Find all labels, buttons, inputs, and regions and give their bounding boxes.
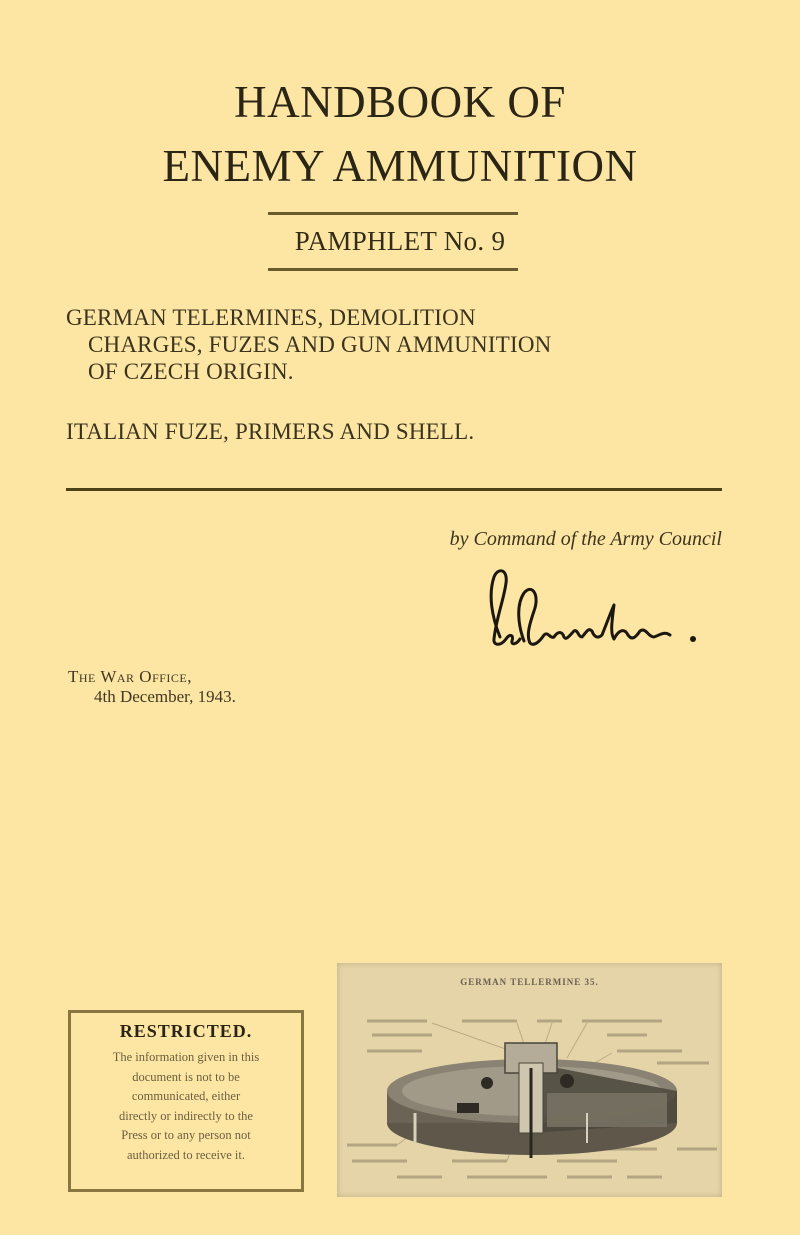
german-subject-line-3: OF CZECH ORIGIN. — [88, 359, 294, 384]
restricted-line: communicated, either — [131, 1089, 241, 1103]
restricted-line: document is not to be — [132, 1069, 240, 1084]
restricted-line: The information given in this — [112, 1050, 260, 1064]
section-rule — [66, 488, 722, 491]
authority-line: by Command of the Army Council — [449, 528, 722, 550]
signature-icon — [478, 565, 708, 660]
restricted-line: authorized to receive it. — [127, 1147, 245, 1162]
issue-date: 4th December, 1943. — [94, 687, 236, 706]
tellermine-illustration — [337, 963, 722, 1197]
restricted-notice — [68, 1010, 304, 1192]
pamphlet-top-rule — [268, 212, 518, 215]
mine-diagram-icon — [337, 963, 722, 1197]
german-subject-line-2: CHARGES, FUZES AND GUN AMMUNITION — [88, 332, 552, 357]
pamphlet-bottom-rule — [268, 268, 518, 271]
german-subject — [66, 304, 746, 385]
restricted-line: directly or indirectly to the — [119, 1108, 253, 1123]
illustration-caption: GERMAN TELLERMINE 35. — [460, 977, 599, 987]
issuer-block — [68, 667, 236, 707]
pamphlet-number: PAMPHLET No. 9 — [294, 226, 506, 256]
german-subject-line-1: GERMAN TELERMINES, DEMOLITION — [66, 305, 476, 330]
restricted-heading: RESTRICTED. — [119, 1021, 253, 1041]
italian-subject: ITALIAN FUZE, PRIMERS AND SHELL. — [66, 419, 475, 444]
issuer-name: The War Office, — [68, 667, 192, 686]
restricted-body — [81, 1048, 291, 1165]
restricted-line: Press or to any person not — [121, 1128, 251, 1142]
title-line-2: ENEMY AMMUNITION — [162, 141, 638, 191]
title-line-1: HANDBOOK OF — [234, 77, 566, 127]
